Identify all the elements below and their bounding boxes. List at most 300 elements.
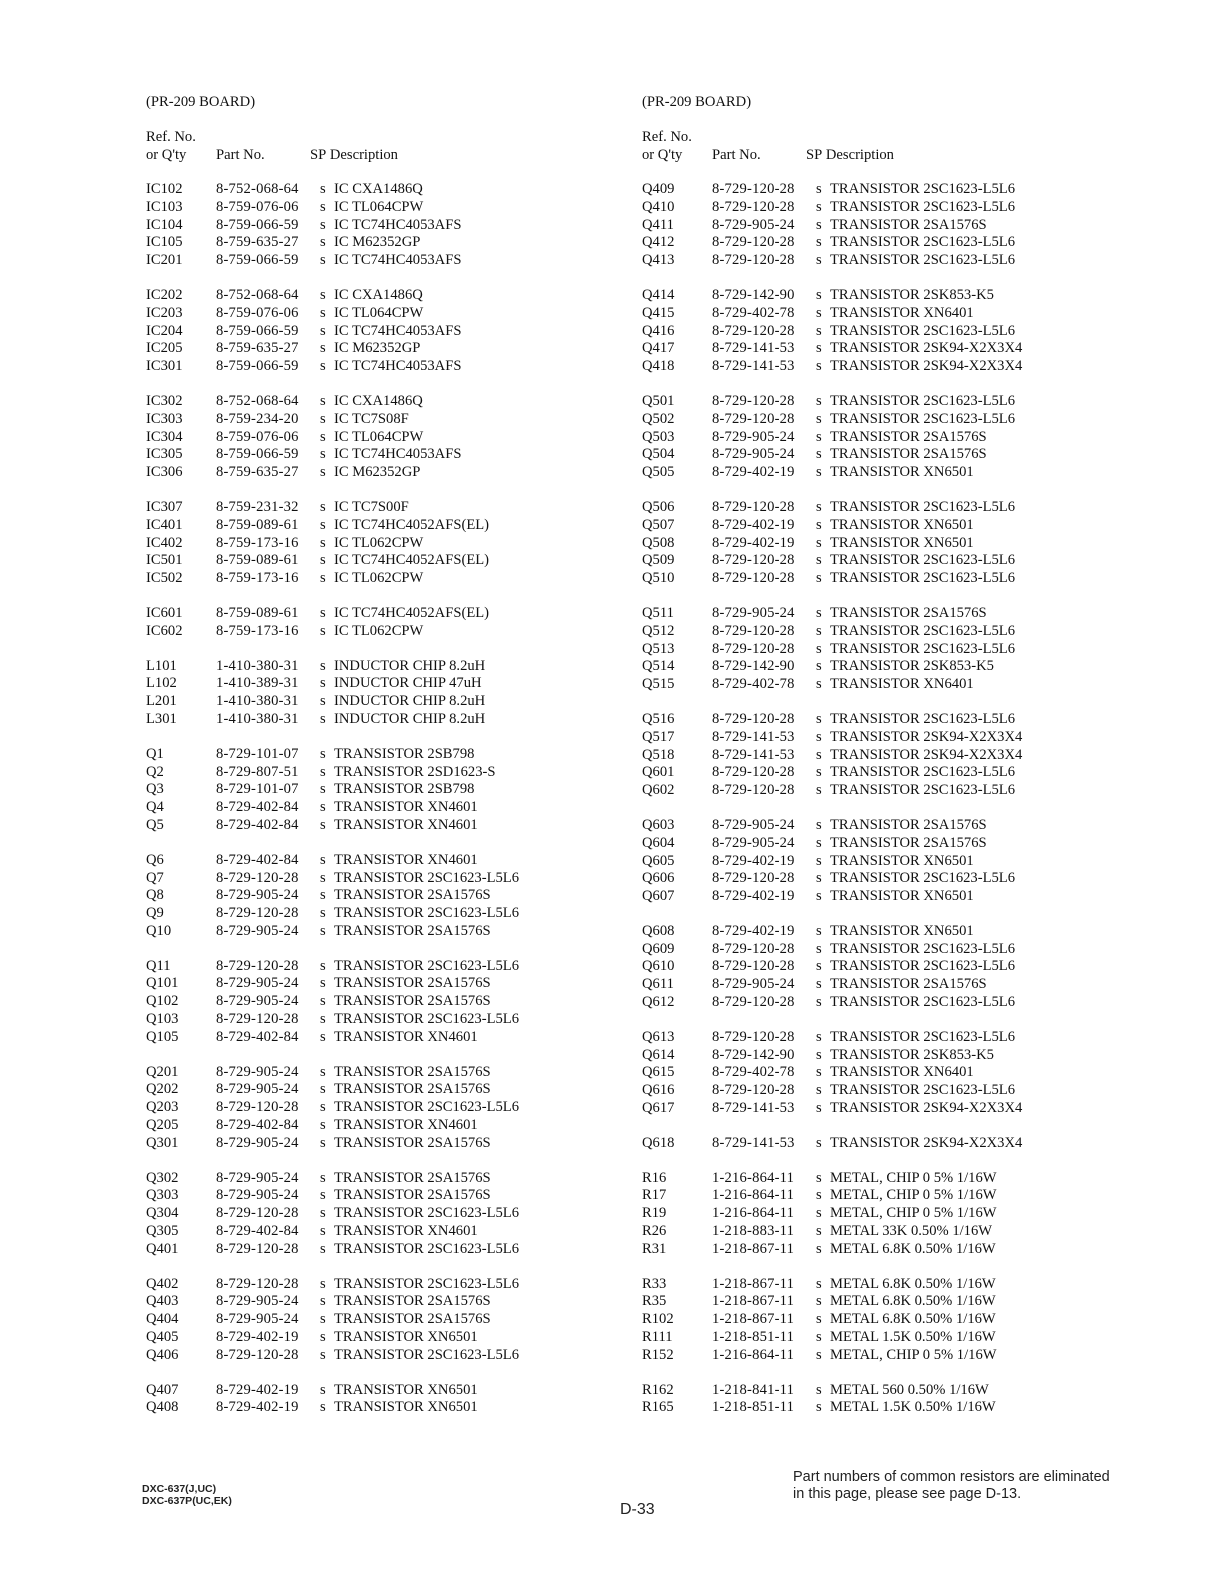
sp-code: s [320, 516, 326, 533]
part-row [146, 429, 616, 447]
part-number: 1-410-380-31 [216, 693, 299, 710]
part-row [146, 1241, 616, 1259]
part-row [642, 358, 1112, 376]
part-description: TRANSISTOR 2SK94-X2X3X4 [830, 1134, 1023, 1151]
parts-group [642, 605, 1112, 694]
sp-code: s [816, 410, 822, 427]
sp-code: s [320, 922, 326, 939]
sp-code: s [320, 675, 326, 692]
part-description: TRANSISTOR 2SC1623-L5L6 [334, 905, 520, 922]
sp-code: s [320, 1399, 326, 1416]
part-description: TRANSISTOR 2SC1623-L5L6 [830, 322, 1016, 339]
part-row [642, 835, 1112, 853]
part-description: METAL, CHIP 0 5% 1/16W [830, 1169, 997, 1186]
ref-number: Q8 [146, 887, 164, 904]
ref-number: Q2 [146, 763, 164, 780]
part-number: 8-729-402-19 [712, 516, 795, 533]
part-row [146, 675, 616, 693]
part-description: IC TC74HC4052AFS(EL) [334, 604, 490, 621]
part-row [146, 464, 616, 482]
header-sp: SP [310, 147, 327, 163]
ref-number: Q505 [642, 464, 675, 481]
part-row [146, 552, 616, 570]
part-description: TRANSISTOR 2SC1623-L5L6 [830, 198, 1016, 215]
header-part: Part No. [216, 147, 265, 163]
part-row [642, 199, 1112, 217]
part-number: 8-729-905-24 [216, 1134, 299, 1151]
part-description: TRANSISTOR XN6501 [334, 1329, 478, 1346]
part-row [146, 1347, 616, 1365]
part-row [642, 853, 1112, 871]
part-description: TRANSISTOR XN6501 [830, 534, 974, 551]
part-description: METAL 6.8K 0.50% 1/16W [830, 1311, 996, 1328]
ref-number: Q503 [642, 428, 675, 445]
parts-group [146, 287, 616, 376]
header-sp: SP [806, 147, 823, 163]
part-number: 8-729-905-24 [712, 816, 795, 833]
part-description: TRANSISTOR XN4601 [334, 799, 478, 816]
ref-number: Q401 [146, 1240, 179, 1257]
sp-code: s [320, 322, 326, 339]
sp-code: s [320, 392, 326, 409]
part-number: 8-729-120-28 [712, 622, 795, 639]
sp-code: s [816, 958, 822, 975]
part-description: TRANSISTOR 2SC1623-L5L6 [830, 782, 1016, 799]
part-row [146, 411, 616, 429]
part-number: 8-729-402-84 [216, 1223, 299, 1240]
sp-code: s [320, 304, 326, 321]
part-description: TRANSISTOR 2SC1623-L5L6 [830, 570, 1016, 587]
part-row [146, 393, 616, 411]
part-description: TRANSISTOR 2SB798 [334, 781, 475, 798]
part-row [146, 1382, 616, 1400]
part-row [146, 852, 616, 870]
ref-number: Q408 [146, 1399, 179, 1416]
sp-code: s [320, 693, 326, 710]
part-number: 8-729-120-28 [712, 870, 795, 887]
sp-code: s [320, 1240, 326, 1257]
parts-group [642, 181, 1112, 270]
parts-group [146, 1382, 616, 1418]
part-description: METAL 6.8K 0.50% 1/16W [830, 1293, 996, 1310]
part-description: TRANSISTOR 2SK853-K5 [830, 286, 994, 303]
part-number: 1-218-867-11 [712, 1275, 795, 1292]
part-row [146, 1276, 616, 1294]
ref-number: Q9 [146, 905, 164, 922]
part-number: 1-218-867-11 [712, 1293, 795, 1310]
sp-code: s [816, 234, 822, 251]
sp-code: s [816, 834, 822, 851]
part-row [146, 499, 616, 517]
part-number: 1-218-867-11 [712, 1311, 795, 1328]
part-description: TRANSISTOR 2SC1623-L5L6 [334, 1011, 520, 1028]
part-description: TRANSISTOR 2SA1576S [334, 1169, 491, 1186]
left-parts-list [146, 181, 616, 1417]
resistor-note [793, 1469, 1110, 1503]
sp-code: s [816, 940, 822, 957]
part-number: 8-759-066-59 [216, 252, 299, 269]
ref-number: Q609 [642, 940, 675, 957]
ref-number: Q411 [642, 216, 674, 233]
sp-code: s [816, 1223, 822, 1240]
part-description: IC TL064CPW [334, 198, 424, 215]
ref-number: R19 [642, 1205, 667, 1222]
part-row [642, 976, 1112, 994]
part-description: TRANSISTOR 2SC1623-L5L6 [334, 1275, 520, 1292]
part-row [146, 1099, 616, 1117]
header-ref: or Q'ty [642, 147, 683, 163]
ref-number: Q6 [146, 851, 164, 868]
part-row [642, 1347, 1112, 1365]
header-line-1: Ref. No. [642, 129, 692, 145]
part-number: 8-729-120-28 [712, 392, 795, 409]
ref-number: Q605 [642, 852, 675, 869]
part-number: 8-729-402-84 [216, 1028, 299, 1045]
sp-code: s [320, 1169, 326, 1186]
part-number: 8-729-120-28 [712, 181, 795, 197]
ref-number: Q512 [642, 622, 675, 639]
part-row [642, 1082, 1112, 1100]
part-description: TRANSISTOR 2SK853-K5 [830, 1046, 994, 1063]
sp-code: s [320, 1081, 326, 1098]
sp-code: s [320, 1205, 326, 1222]
part-row [642, 1064, 1112, 1082]
ref-number: L102 [146, 675, 177, 692]
column-header [642, 128, 1112, 164]
parts-group [642, 923, 1112, 1012]
part-number: 8-729-120-28 [712, 940, 795, 957]
sp-code: s [816, 1064, 822, 1081]
part-description: TRANSISTOR 2SC1623-L5L6 [830, 1082, 1016, 1099]
part-number: 1-218-851-11 [712, 1329, 795, 1346]
part-description: METAL 560 0.50% 1/16W [830, 1381, 989, 1398]
ref-number: Q514 [642, 658, 675, 675]
part-row [642, 994, 1112, 1012]
ref-number: Q615 [642, 1064, 675, 1081]
ref-number: IC601 [146, 604, 183, 621]
part-number: 8-752-068-64 [216, 392, 299, 409]
part-number: 8-729-807-51 [216, 763, 299, 780]
part-row [642, 1187, 1112, 1205]
part-number: 1-216-864-11 [712, 1169, 795, 1186]
part-description: TRANSISTOR 2SC1623-L5L6 [830, 552, 1016, 569]
part-number: 8-729-905-24 [712, 976, 795, 993]
part-description: TRANSISTOR 2SC1623-L5L6 [830, 958, 1016, 975]
sp-code: s [320, 358, 326, 375]
part-row [642, 888, 1112, 906]
part-description: TRANSISTOR XN6501 [830, 852, 974, 869]
part-row [642, 1170, 1112, 1188]
part-row [146, 323, 616, 341]
part-number: 8-759-173-16 [216, 570, 299, 587]
part-number: 8-729-905-24 [216, 1081, 299, 1098]
part-number: 8-729-120-28 [712, 552, 795, 569]
part-row [146, 1064, 616, 1082]
ref-number: IC306 [146, 464, 183, 481]
ref-number: IC501 [146, 552, 183, 569]
sp-code: s [816, 1187, 822, 1204]
part-row [642, 464, 1112, 482]
ref-number: Q415 [642, 304, 675, 321]
part-description: IC CXA1486Q [334, 181, 423, 197]
parts-group [642, 1029, 1112, 1118]
part-row [642, 217, 1112, 235]
ref-number: Q4 [146, 799, 164, 816]
ref-number: Q406 [146, 1346, 179, 1363]
part-description: METAL 1.5K 0.50% 1/16W [830, 1329, 996, 1346]
column-header [146, 128, 616, 164]
sp-code: s [320, 428, 326, 445]
sp-code: s [320, 234, 326, 251]
ref-number: Q103 [146, 1011, 179, 1028]
ref-number: IC402 [146, 534, 183, 551]
part-number: 1-216-864-11 [712, 1346, 795, 1363]
parts-group [642, 817, 1112, 906]
part-row [642, 658, 1112, 676]
sp-code: s [320, 887, 326, 904]
sp-code: s [320, 957, 326, 974]
part-row [642, 252, 1112, 270]
part-row [146, 1187, 616, 1205]
sp-code: s [320, 816, 326, 833]
part-number: 8-759-635-27 [216, 464, 299, 481]
ref-number: Q402 [146, 1275, 179, 1292]
part-number: 1-410-380-31 [216, 657, 299, 674]
part-row [146, 958, 616, 976]
sp-code: s [320, 1063, 326, 1080]
part-description: TRANSISTOR XN4601 [334, 851, 478, 868]
part-number: 8-729-120-28 [712, 764, 795, 781]
part-description: TRANSISTOR 2SK94-X2X3X4 [830, 340, 1023, 357]
parts-group [146, 499, 616, 588]
part-row [642, 393, 1112, 411]
part-description: TRANSISTOR 2SA1576S [334, 1187, 491, 1204]
part-number: 8-729-141-53 [712, 728, 795, 745]
board-label: (PR-209 BOARD) [146, 94, 256, 110]
part-number: 1-216-864-11 [712, 1205, 795, 1222]
header-line-2 [146, 146, 616, 164]
ref-number: Q403 [146, 1293, 179, 1310]
sp-code: s [816, 198, 822, 215]
sp-code: s [816, 1134, 822, 1151]
part-description: IC TC74HC4053AFS [334, 252, 462, 269]
part-number: 8-729-120-28 [712, 994, 795, 1011]
ref-number: R26 [642, 1223, 667, 1240]
sp-code: s [816, 1046, 822, 1063]
part-description: IC M62352GP [334, 464, 421, 481]
part-row [146, 799, 616, 817]
part-description: TRANSISTOR 2SA1576S [830, 428, 987, 445]
ref-number: Q616 [642, 1082, 675, 1099]
sp-code: s [320, 570, 326, 587]
part-number: 8-759-089-61 [216, 604, 299, 621]
part-row [642, 923, 1112, 941]
part-row [642, 1100, 1112, 1118]
sp-code: s [816, 1329, 822, 1346]
part-description: IC TC7S00F [334, 498, 409, 515]
ref-number: IC104 [146, 216, 183, 233]
part-number: 8-759-076-06 [216, 198, 299, 215]
model-line-1: DXC-637(J,UC) [142, 1483, 217, 1495]
part-row [146, 1311, 616, 1329]
part-description: IC M62352GP [334, 340, 421, 357]
parts-group [642, 1276, 1112, 1365]
part-number: 1-218-841-11 [712, 1381, 795, 1398]
sp-code: s [320, 340, 326, 357]
part-row [642, 1029, 1112, 1047]
sp-code: s [816, 358, 822, 375]
part-number: 8-729-402-84 [216, 1117, 299, 1134]
part-number: 8-729-905-24 [216, 1063, 299, 1080]
ref-number: Q416 [642, 322, 675, 339]
sp-code: s [320, 763, 326, 780]
part-description: IC M62352GP [334, 234, 421, 251]
ref-number: Q412 [642, 234, 675, 251]
part-description: IC TC74HC4053AFS [334, 446, 462, 463]
ref-number: Q502 [642, 410, 675, 427]
part-number: 8-729-120-28 [712, 498, 795, 515]
ref-number: Q612 [642, 994, 675, 1011]
ref-number: Q501 [642, 392, 675, 409]
part-description: INDUCTOR CHIP 47uH [334, 675, 482, 692]
ref-number: Q3 [146, 781, 164, 798]
part-row [146, 535, 616, 553]
ref-number: Q409 [642, 181, 675, 197]
part-description: TRANSISTOR 2SA1576S [334, 1063, 491, 1080]
part-description: IC TL062CPW [334, 534, 424, 551]
sp-code: s [320, 410, 326, 427]
part-number: 1-216-864-11 [712, 1187, 795, 1204]
part-number: 8-759-066-59 [216, 322, 299, 339]
ref-number: Q417 [642, 340, 675, 357]
sp-code: s [816, 1082, 822, 1099]
parts-group [642, 711, 1112, 800]
sp-code: s [320, 498, 326, 515]
ref-number: Q410 [642, 198, 675, 215]
sp-code: s [320, 1028, 326, 1045]
sp-code: s [320, 181, 326, 197]
part-number: 8-729-142-90 [712, 286, 795, 303]
ref-number: R165 [642, 1399, 674, 1416]
sp-code: s [816, 710, 822, 727]
part-description: IC CXA1486Q [334, 392, 423, 409]
part-number: 8-759-173-16 [216, 534, 299, 551]
part-row [146, 1081, 616, 1099]
part-row [146, 446, 616, 464]
model-info [142, 1483, 232, 1507]
sp-code: s [320, 534, 326, 551]
part-row [146, 1205, 616, 1223]
part-description: TRANSISTOR 2SC1623-L5L6 [334, 1240, 520, 1257]
part-row [642, 817, 1112, 835]
part-row [642, 411, 1112, 429]
part-number: 8-752-068-64 [216, 286, 299, 303]
part-description: TRANSISTOR 2SA1576S [334, 1311, 491, 1328]
sp-code: s [320, 851, 326, 868]
sp-code: s [816, 181, 822, 197]
part-row [642, 446, 1112, 464]
ref-number: Q11 [146, 957, 171, 974]
sp-code: s [816, 764, 822, 781]
sp-code: s [816, 658, 822, 675]
sp-code: s [320, 1311, 326, 1328]
ref-number: Q407 [146, 1381, 179, 1398]
part-description: TRANSISTOR 2SA1576S [830, 216, 987, 233]
sp-code: s [320, 1293, 326, 1310]
ref-number: R162 [642, 1381, 674, 1398]
part-row [642, 570, 1112, 588]
part-row [642, 1223, 1112, 1241]
part-number: 8-759-231-32 [216, 498, 299, 515]
parts-group [642, 499, 1112, 588]
ref-number: Q404 [146, 1311, 179, 1328]
parts-group [642, 1135, 1112, 1153]
sp-code: s [816, 870, 822, 887]
part-number: 8-729-101-07 [216, 745, 299, 762]
ref-number: Q618 [642, 1134, 675, 1151]
part-row [642, 340, 1112, 358]
part-description: IC TC74HC4053AFS [334, 322, 462, 339]
sp-code: s [816, 888, 822, 905]
part-number: 8-729-402-19 [712, 852, 795, 869]
part-number: 8-729-120-28 [712, 782, 795, 799]
page-number: D-33 [620, 1501, 655, 1518]
sp-code: s [320, 1134, 326, 1151]
right-column [642, 93, 1112, 1417]
part-row [146, 781, 616, 799]
part-number: 8-729-141-53 [712, 1100, 795, 1117]
part-description: TRANSISTOR 2SC1623-L5L6 [830, 498, 1016, 515]
sp-code: s [816, 728, 822, 745]
parts-group [146, 1064, 616, 1153]
parts-group [146, 1170, 616, 1259]
sp-code: s [320, 1346, 326, 1363]
ref-number: R33 [642, 1275, 667, 1292]
part-number: 8-729-905-24 [216, 1293, 299, 1310]
part-number: 8-729-120-28 [712, 1028, 795, 1045]
sp-code: s [816, 570, 822, 587]
parts-group [146, 393, 616, 482]
ref-number: IC401 [146, 516, 183, 533]
ref-number: Q602 [642, 782, 675, 799]
sp-code: s [320, 1381, 326, 1398]
sp-code: s [816, 534, 822, 551]
part-number: 8-759-066-59 [216, 216, 299, 233]
part-row [642, 323, 1112, 341]
sp-code: s [320, 1011, 326, 1028]
ref-number: IC307 [146, 498, 183, 515]
part-row [642, 287, 1112, 305]
part-row [146, 693, 616, 711]
sp-code: s [320, 216, 326, 233]
ref-number: Q607 [642, 888, 675, 905]
ref-number: IC304 [146, 428, 183, 445]
sp-code: s [816, 852, 822, 869]
part-row [146, 1399, 616, 1417]
part-row [642, 1276, 1112, 1294]
part-row [642, 181, 1112, 199]
part-description: IC TL064CPW [334, 304, 424, 321]
part-number: 1-218-883-11 [712, 1223, 795, 1240]
part-number: 8-759-076-06 [216, 304, 299, 321]
ref-number: Q418 [642, 358, 675, 375]
part-description: METAL 1.5K 0.50% 1/16W [830, 1399, 996, 1416]
part-row [146, 340, 616, 358]
part-description: TRANSISTOR 2SD1623-S [334, 763, 496, 780]
sp-code: s [816, 1100, 822, 1117]
part-description: METAL, CHIP 0 5% 1/16W [830, 1187, 997, 1204]
ref-number: Q504 [642, 446, 675, 463]
